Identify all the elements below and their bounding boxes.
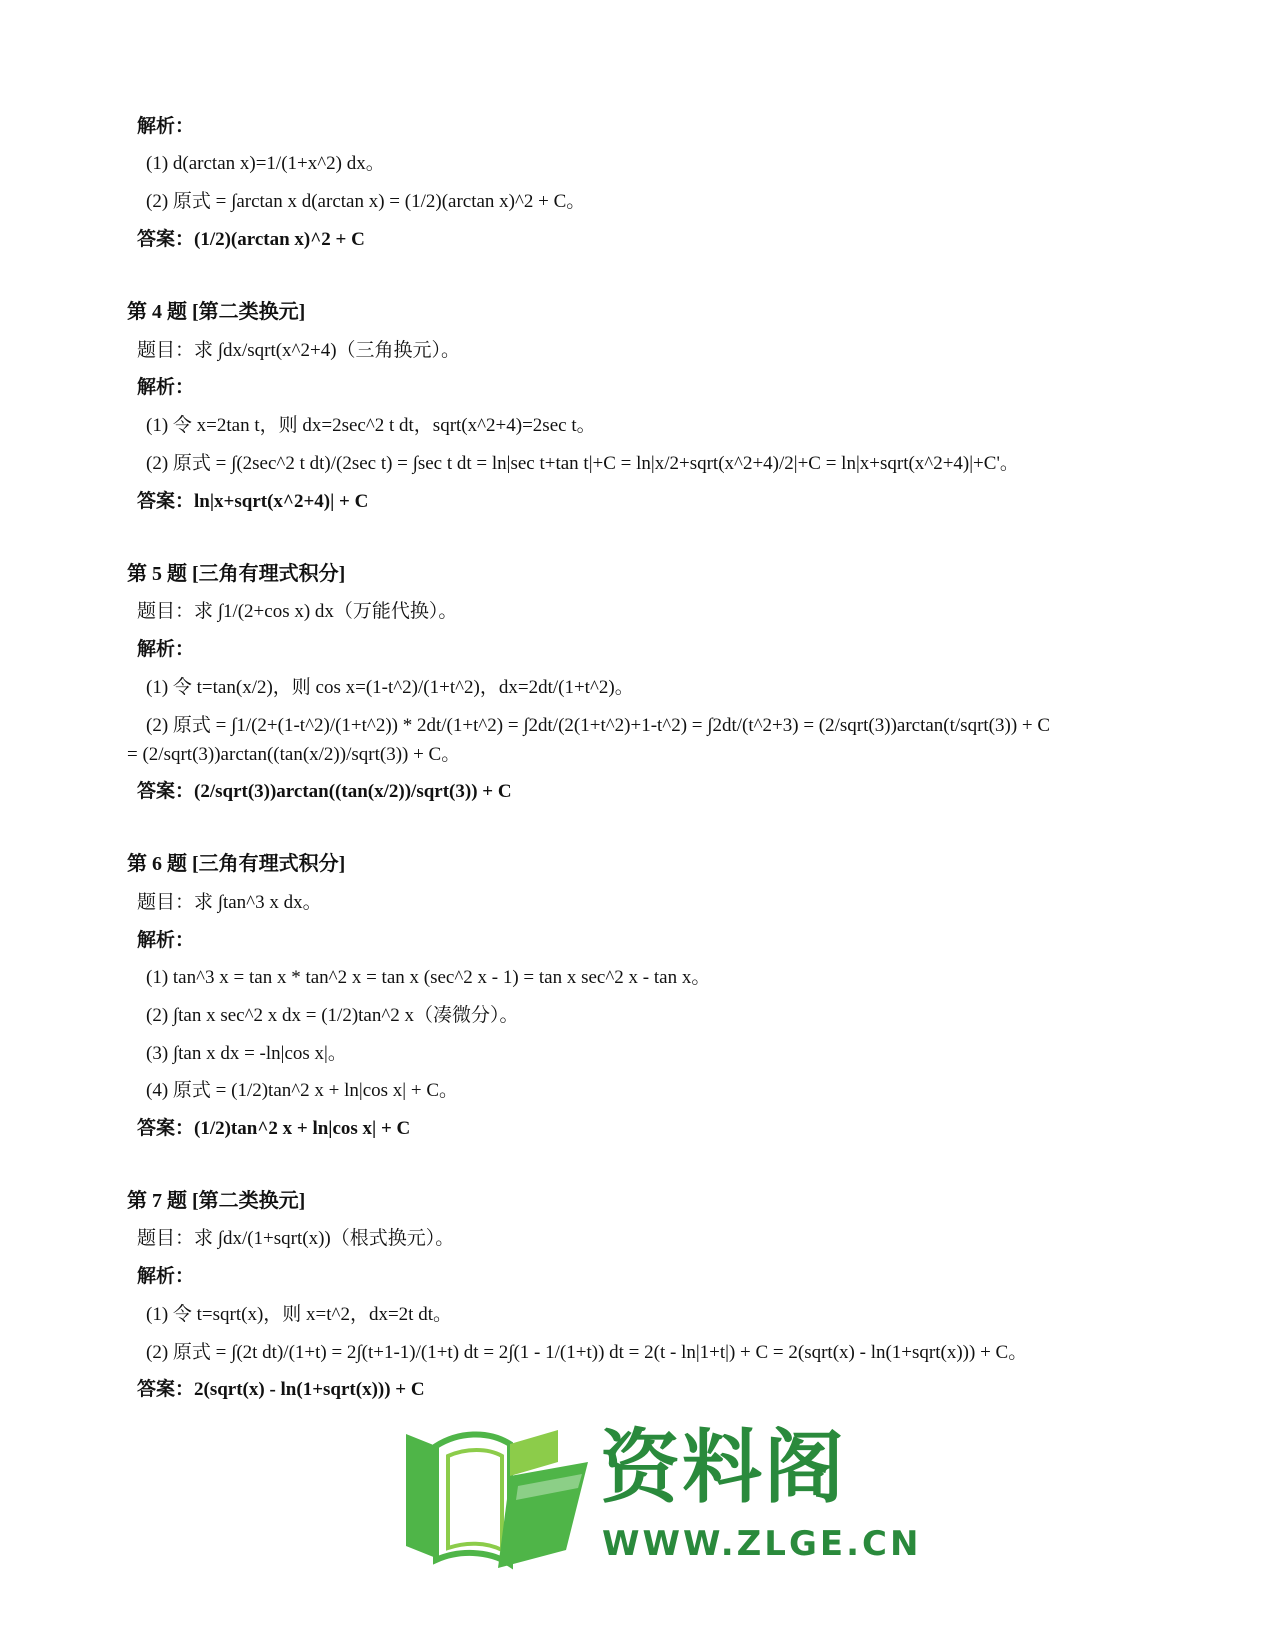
analysis-label: 解析： <box>137 116 195 137</box>
open-book-folder-icon <box>398 1422 598 1572</box>
solution-step-continuation: = (2/sqrt(3))arctan((tan(x/2))/sqrt(3)) + C。 <box>127 744 461 765</box>
solution-step: (2) 原式 = ∫(2sec^2 t dt)/(2sec t) = ∫sec t dt = ln|sec t+tan t|+C = ln|x/2+sqrt(x^2+4)/2|+C = ln|x+sqrt(x^2+4)|+C'。 <box>146 453 1019 474</box>
watermark-logo <box>398 1420 922 1590</box>
solution-step: (1) tan^3 x = tan x * tan^2 x = tan x (sec^2 x - 1) = tan x sec^2 x - tan x。 <box>146 967 711 988</box>
analysis-label: 解析： <box>137 377 195 398</box>
solution-step: (2) 原式 = ∫(2t dt)/(1+t) = 2∫(t+1-1)/(1+t) dt = 2∫(1 - 1/(1+t)) dt = 2(t - ln|1+t|) + C = 2(sqrt(x) - ln(1+sqrt(x))) + C。 <box>146 1342 1028 1363</box>
problem-heading: 第 4 题 [第二类换元] <box>127 301 306 323</box>
solution-step: (2) ∫tan x sec^2 x dx = (1/2)tan^2 x（凑微分）。 <box>146 1005 519 1026</box>
problem-statement: 题目：求 ∫tan^3 x dx。 <box>137 892 322 913</box>
problem-statement: 题目：求 ∫dx/(1+sqrt(x))（根式换元）。 <box>137 1228 455 1249</box>
solution-step: (1) 令 t=tan(x/2)，则 cos x=(1-t^2)/(1+t^2)，dx=2dt/(1+t^2)。 <box>146 677 634 698</box>
analysis-label: 解析： <box>137 1266 195 1287</box>
solution-step: (2) 原式 = ∫1/(2+(1-t^2)/(1+t^2)) * 2dt/(1+t^2) = ∫2dt/(2(1+t^2)+1-t^2) = ∫2dt/(t^2+3) = (2/sqrt(3))arctan(t/sqrt(3)) + C <box>146 715 1051 736</box>
solution-step: (2) 原式 = ∫arctan x d(arctan x) = (1/2)(arctan x)^2 + C。 <box>146 191 586 212</box>
watermark-url: WWW.ZLGE.CN <box>602 1524 922 1564</box>
answer-line: 答案：(1/2)tan^2 x + ln|cos x| + C <box>137 1118 411 1139</box>
problem-statement: 题目：求 ∫dx/sqrt(x^2+4)（三角换元）。 <box>137 340 461 361</box>
problem-statement: 题目：求 ∫1/(2+cos x) dx（万能代换）。 <box>137 601 458 622</box>
solution-step: (4) 原式 = (1/2)tan^2 x + ln|cos x| + C。 <box>146 1080 458 1101</box>
problem-heading: 第 7 题 [第二类换元] <box>127 1190 306 1212</box>
problem-heading: 第 5 题 [三角有理式积分] <box>127 563 346 585</box>
answer-line: 答案：(2/sqrt(3))arctan((tan(x/2))/sqrt(3)) + C <box>137 781 512 802</box>
answer-line: 答案：(1/2)(arctan x)^2 + C <box>137 229 365 250</box>
watermark-title: 资料阁 <box>600 1421 846 1514</box>
analysis-label: 解析： <box>137 639 195 660</box>
solution-step: (1) 令 t=sqrt(x)，则 x=t^2，dx=2t dt。 <box>146 1304 452 1325</box>
answer-line: 答案：ln|x+sqrt(x^2+4)| + C <box>137 491 369 512</box>
analysis-label: 解析： <box>137 930 195 951</box>
solution-step: (3) ∫tan x dx = -ln|cos x|。 <box>146 1043 347 1064</box>
solution-step: (1) d(arctan x)=1/(1+x^2) dx。 <box>146 153 385 174</box>
solution-step: (1) 令 x=2tan t，则 dx=2sec^2 t dt，sqrt(x^2+4)=2sec t。 <box>146 415 596 436</box>
answer-line: 答案：2(sqrt(x) - ln(1+sqrt(x))) + C <box>137 1379 425 1400</box>
problem-heading: 第 6 题 [三角有理式积分] <box>127 853 346 875</box>
